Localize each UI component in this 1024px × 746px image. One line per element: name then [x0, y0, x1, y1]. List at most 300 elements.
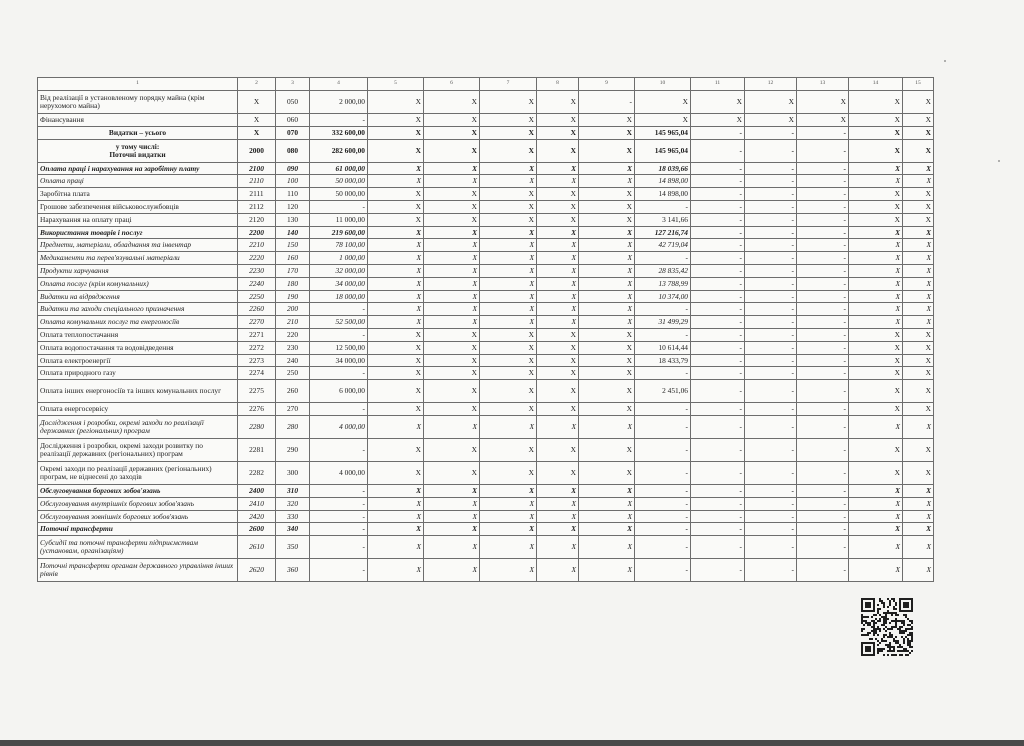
plan-amount: -	[310, 114, 368, 127]
col-13: -	[797, 213, 849, 226]
column-number: 4	[310, 78, 368, 91]
col-11: -	[691, 316, 745, 329]
plan-amount: -	[310, 328, 368, 341]
col-11: -	[691, 367, 745, 380]
col-9: X	[579, 226, 635, 239]
col-5: X	[368, 354, 424, 367]
col-14: X	[849, 239, 903, 252]
col-7: X	[480, 367, 537, 380]
kekv-code: 2210	[238, 239, 276, 252]
col-7: X	[480, 226, 537, 239]
col-12: -	[745, 303, 797, 316]
cash-spent: 14 898,00	[635, 175, 691, 188]
col-7: X	[480, 139, 537, 162]
table-row	[38, 175, 934, 188]
line-code: 160	[276, 252, 310, 265]
col-6: X	[424, 114, 480, 127]
col-7: X	[480, 523, 537, 536]
col-14: X	[849, 264, 903, 277]
plan-amount: 32 000,00	[310, 264, 368, 277]
column-number: 10	[635, 78, 691, 91]
col-11: -	[691, 341, 745, 354]
col-8: X	[537, 341, 579, 354]
col-6: X	[424, 380, 480, 403]
col-15: X	[903, 403, 934, 416]
col-8: X	[537, 200, 579, 213]
kekv-code: 2240	[238, 277, 276, 290]
cash-spent: 145 965,04	[635, 126, 691, 139]
cash-spent: 3 141,66	[635, 213, 691, 226]
col-5: X	[368, 277, 424, 290]
col-11: -	[691, 162, 745, 175]
plan-amount: -	[310, 510, 368, 523]
kekv-code: 2273	[238, 354, 276, 367]
col-13: -	[797, 484, 849, 497]
col-12: -	[745, 415, 797, 438]
col-13: -	[797, 290, 849, 303]
col-6: X	[424, 139, 480, 162]
kekv-code: 2271	[238, 328, 276, 341]
cash-spent: 127 216,74	[635, 226, 691, 239]
col-8: X	[537, 367, 579, 380]
row-label: Використання товарів і послуг	[38, 226, 238, 239]
line-code: 140	[276, 226, 310, 239]
cash-spent: 18 039,66	[635, 162, 691, 175]
col-7: X	[480, 484, 537, 497]
plan-amount: 6 000,00	[310, 380, 368, 403]
row-label: Нарахування на оплату праці	[38, 213, 238, 226]
col-9: X	[579, 316, 635, 329]
col-7: X	[480, 438, 537, 461]
col-12: -	[745, 290, 797, 303]
col-14: X	[849, 438, 903, 461]
col-6: X	[424, 316, 480, 329]
col-5: X	[368, 114, 424, 127]
col-5: X	[368, 328, 424, 341]
kekv-code: 2260	[238, 303, 276, 316]
col-14: X	[849, 415, 903, 438]
kekv-code: 2410	[238, 497, 276, 510]
col-11: -	[691, 497, 745, 510]
row-label: Оплата інших енергоносіїв та інших комунальних послуг	[38, 380, 238, 403]
col-12: -	[745, 328, 797, 341]
col-13: -	[797, 175, 849, 188]
row-label: Фінансування	[38, 114, 238, 127]
col-6: X	[424, 484, 480, 497]
line-code: 210	[276, 316, 310, 329]
col-13: -	[797, 497, 849, 510]
col-14: X	[849, 290, 903, 303]
col-13: -	[797, 277, 849, 290]
cash-spent: -	[635, 461, 691, 484]
col-7: X	[480, 175, 537, 188]
table-row	[38, 341, 934, 354]
cash-spent: 10 374,00	[635, 290, 691, 303]
col-11: -	[691, 484, 745, 497]
row-label: Оплата теплопостачання	[38, 328, 238, 341]
col-15: X	[903, 188, 934, 201]
kekv-code: 2276	[238, 403, 276, 416]
col-15: X	[903, 290, 934, 303]
col-14: X	[849, 114, 903, 127]
line-code: 270	[276, 403, 310, 416]
kekv-code: 2420	[238, 510, 276, 523]
col-6: X	[424, 367, 480, 380]
col-14: X	[849, 341, 903, 354]
col-8: X	[537, 277, 579, 290]
cash-spent: -	[635, 328, 691, 341]
col-7: X	[480, 536, 537, 559]
col-7: X	[480, 290, 537, 303]
table-row	[38, 252, 934, 265]
col-7: X	[480, 303, 537, 316]
col-12: -	[745, 252, 797, 265]
col-7: X	[480, 264, 537, 277]
plan-amount: 11 000,00	[310, 213, 368, 226]
table-row	[38, 438, 934, 461]
col-9: X	[579, 559, 635, 582]
col-11: -	[691, 264, 745, 277]
plan-amount: 50 000,00	[310, 188, 368, 201]
col-6: X	[424, 188, 480, 201]
col-6: X	[424, 239, 480, 252]
col-8: X	[537, 239, 579, 252]
cash-spent: -	[635, 559, 691, 582]
col-8: X	[537, 497, 579, 510]
line-code: 250	[276, 367, 310, 380]
col-14: X	[849, 403, 903, 416]
col-7: X	[480, 162, 537, 175]
col-8: X	[537, 126, 579, 139]
row-label: Заробітна плата	[38, 188, 238, 201]
line-code: 190	[276, 290, 310, 303]
col-15: X	[903, 139, 934, 162]
row-label: Предмети, матеріали, обладнання та інвентар	[38, 239, 238, 252]
col-5: X	[368, 316, 424, 329]
table-row	[38, 316, 934, 329]
col-6: X	[424, 523, 480, 536]
col-11: -	[691, 277, 745, 290]
cash-spent: -	[635, 438, 691, 461]
col-11: -	[691, 252, 745, 265]
col-6: X	[424, 461, 480, 484]
col-9: X	[579, 252, 635, 265]
col-8: X	[537, 162, 579, 175]
col-6: X	[424, 252, 480, 265]
col-11: -	[691, 303, 745, 316]
col-14: X	[849, 510, 903, 523]
col-5: X	[368, 188, 424, 201]
col-5: X	[368, 536, 424, 559]
col-14: X	[849, 380, 903, 403]
col-6: X	[424, 277, 480, 290]
col-9: X	[579, 461, 635, 484]
row-label: Оплата праці і нарахування на заробітну плату	[38, 162, 238, 175]
col-8: X	[537, 114, 579, 127]
col-5: X	[368, 523, 424, 536]
col-7: X	[480, 559, 537, 582]
col-8: X	[537, 484, 579, 497]
scan-edge-line	[0, 740, 1024, 746]
col-7: X	[480, 341, 537, 354]
row-label: Видатки на відрядження	[38, 290, 238, 303]
col-6: X	[424, 438, 480, 461]
line-code: 170	[276, 264, 310, 277]
line-code: 350	[276, 536, 310, 559]
plan-amount: -	[310, 303, 368, 316]
column-number: 7	[480, 78, 537, 91]
plan-amount: -	[310, 367, 368, 380]
row-label: Від реалізації в установленому порядку майна (крім нерухомого майна)	[38, 91, 238, 114]
col-15: X	[903, 264, 934, 277]
line-code: 180	[276, 277, 310, 290]
col-5: X	[368, 264, 424, 277]
col-8: X	[537, 290, 579, 303]
col-8: X	[537, 188, 579, 201]
table-row	[38, 403, 934, 416]
col-7: X	[480, 200, 537, 213]
col-14: X	[849, 536, 903, 559]
kekv-code: 2272	[238, 341, 276, 354]
column-number: 13	[797, 78, 849, 91]
col-15: X	[903, 484, 934, 497]
col-8: X	[537, 139, 579, 162]
col-5: X	[368, 380, 424, 403]
col-13: -	[797, 126, 849, 139]
col-5: X	[368, 213, 424, 226]
row-label: Поточні трансферти органам державного управління інших рівнів	[38, 559, 238, 582]
col-11: -	[691, 536, 745, 559]
col-12: -	[745, 316, 797, 329]
cash-spent: 145 965,04	[635, 139, 691, 162]
col-14: X	[849, 175, 903, 188]
col-12: -	[745, 175, 797, 188]
col-7: X	[480, 239, 537, 252]
col-15: X	[903, 316, 934, 329]
col-7: X	[480, 415, 537, 438]
cash-spent: 10 614,44	[635, 341, 691, 354]
col-7: X	[480, 91, 537, 114]
table-row	[38, 461, 934, 484]
table-row	[38, 226, 934, 239]
plan-amount: 12 500,00	[310, 341, 368, 354]
col-8: X	[537, 536, 579, 559]
cash-spent: -	[635, 403, 691, 416]
row-label: Обслуговування боргових зобов'язань	[38, 484, 238, 497]
col-13: -	[797, 438, 849, 461]
col-9: X	[579, 175, 635, 188]
cash-spent: 13 788,99	[635, 277, 691, 290]
col-6: X	[424, 226, 480, 239]
col-14: X	[849, 252, 903, 265]
col-15: X	[903, 200, 934, 213]
col-8: X	[537, 303, 579, 316]
col-5: X	[368, 415, 424, 438]
col-15: X	[903, 559, 934, 582]
col-9: X	[579, 367, 635, 380]
col-13: -	[797, 354, 849, 367]
col-11: -	[691, 200, 745, 213]
line-code: 130	[276, 213, 310, 226]
line-code: 200	[276, 303, 310, 316]
col-7: X	[480, 328, 537, 341]
col-12: -	[745, 438, 797, 461]
col-11: -	[691, 438, 745, 461]
plan-amount: 1 000,00	[310, 252, 368, 265]
col-12: -	[745, 264, 797, 277]
table-row	[38, 354, 934, 367]
col-8: X	[537, 523, 579, 536]
table-row	[38, 126, 934, 139]
plan-amount: 282 600,00	[310, 139, 368, 162]
col-14: X	[849, 354, 903, 367]
col-6: X	[424, 303, 480, 316]
col-9: X	[579, 536, 635, 559]
col-8: X	[537, 213, 579, 226]
col-9: X	[579, 484, 635, 497]
col-12: -	[745, 188, 797, 201]
col-12: X	[745, 91, 797, 114]
table-row	[38, 290, 934, 303]
col-5: X	[368, 200, 424, 213]
row-label: Субсидії та поточні трансферти підприємствам (установам, організаціям)	[38, 536, 238, 559]
col-5: X	[368, 175, 424, 188]
line-code: 120	[276, 200, 310, 213]
col-6: X	[424, 559, 480, 582]
line-code: 240	[276, 354, 310, 367]
col-12: -	[745, 559, 797, 582]
col-9: X	[579, 213, 635, 226]
col-13: -	[797, 403, 849, 416]
col-12: -	[745, 239, 797, 252]
col-7: X	[480, 461, 537, 484]
col-12: -	[745, 341, 797, 354]
col-11: -	[691, 328, 745, 341]
col-11: -	[691, 559, 745, 582]
col-9: X	[579, 277, 635, 290]
line-code: 070	[276, 126, 310, 139]
line-code: 360	[276, 559, 310, 582]
col-11: -	[691, 510, 745, 523]
column-number: 2	[238, 78, 276, 91]
report-body	[38, 78, 934, 582]
col-5: X	[368, 226, 424, 239]
col-5: X	[368, 497, 424, 510]
plan-amount: 61 000,00	[310, 162, 368, 175]
col-9: X	[579, 114, 635, 127]
col-12: -	[745, 277, 797, 290]
col-15: X	[903, 497, 934, 510]
plan-amount: 78 100,00	[310, 239, 368, 252]
plan-amount: -	[310, 403, 368, 416]
line-code: 220	[276, 328, 310, 341]
col-9: X	[579, 380, 635, 403]
col-15: X	[903, 380, 934, 403]
col-8: X	[537, 316, 579, 329]
col-11: X	[691, 91, 745, 114]
col-13: -	[797, 252, 849, 265]
row-label: Поточні трансферти	[38, 523, 238, 536]
col-11: -	[691, 403, 745, 416]
col-13: X	[797, 114, 849, 127]
col-7: X	[480, 252, 537, 265]
col-6: X	[424, 536, 480, 559]
column-number: 6	[424, 78, 480, 91]
row-label: Дослідження і розробки, окремі заходи по реалізації державних (регіональних) програм	[38, 415, 238, 438]
cash-spent: 14 898,00	[635, 188, 691, 201]
plan-amount: 34 000,00	[310, 354, 368, 367]
col-15: X	[903, 461, 934, 484]
col-13: -	[797, 200, 849, 213]
col-12: -	[745, 380, 797, 403]
table-row	[38, 91, 934, 114]
col-11: -	[691, 354, 745, 367]
col-8: X	[537, 415, 579, 438]
col-14: X	[849, 277, 903, 290]
table-row	[38, 188, 934, 201]
col-12: -	[745, 403, 797, 416]
col-6: X	[424, 213, 480, 226]
col-8: X	[537, 510, 579, 523]
cash-spent: -	[635, 523, 691, 536]
col-7: X	[480, 497, 537, 510]
col-8: X	[537, 175, 579, 188]
col-12: -	[745, 139, 797, 162]
kekv-code: 2282	[238, 461, 276, 484]
col-12: -	[745, 226, 797, 239]
col-6: X	[424, 497, 480, 510]
row-label: Оплата водопостачання та водовідведення	[38, 341, 238, 354]
kekv-code: 2281	[238, 438, 276, 461]
col-13: -	[797, 303, 849, 316]
col-11: -	[691, 126, 745, 139]
col-8: X	[537, 354, 579, 367]
col-14: X	[849, 226, 903, 239]
col-6: X	[424, 341, 480, 354]
col-9: X	[579, 139, 635, 162]
row-label: Видатки – усього	[38, 126, 238, 139]
plan-amount: -	[310, 484, 368, 497]
kekv-code: 2112	[238, 200, 276, 213]
column-number: 15	[903, 78, 934, 91]
line-code: 310	[276, 484, 310, 497]
col-13: -	[797, 559, 849, 582]
col-5: X	[368, 341, 424, 354]
cash-spent: 18 433,79	[635, 354, 691, 367]
col-9: -	[579, 91, 635, 114]
col-12: X	[745, 114, 797, 127]
line-code: 110	[276, 188, 310, 201]
col-8: X	[537, 328, 579, 341]
col-13: -	[797, 188, 849, 201]
kekv-code: 2200	[238, 226, 276, 239]
kekv-code: 2600	[238, 523, 276, 536]
table-row	[38, 162, 934, 175]
col-6: X	[424, 264, 480, 277]
col-14: X	[849, 559, 903, 582]
col-6: X	[424, 328, 480, 341]
col-15: X	[903, 277, 934, 290]
table-row	[38, 200, 934, 213]
table-row	[38, 497, 934, 510]
col-14: X	[849, 523, 903, 536]
table-row	[38, 536, 934, 559]
col-15: X	[903, 367, 934, 380]
col-5: X	[368, 139, 424, 162]
column-number: 9	[579, 78, 635, 91]
col-7: X	[480, 316, 537, 329]
col-15: X	[903, 523, 934, 536]
